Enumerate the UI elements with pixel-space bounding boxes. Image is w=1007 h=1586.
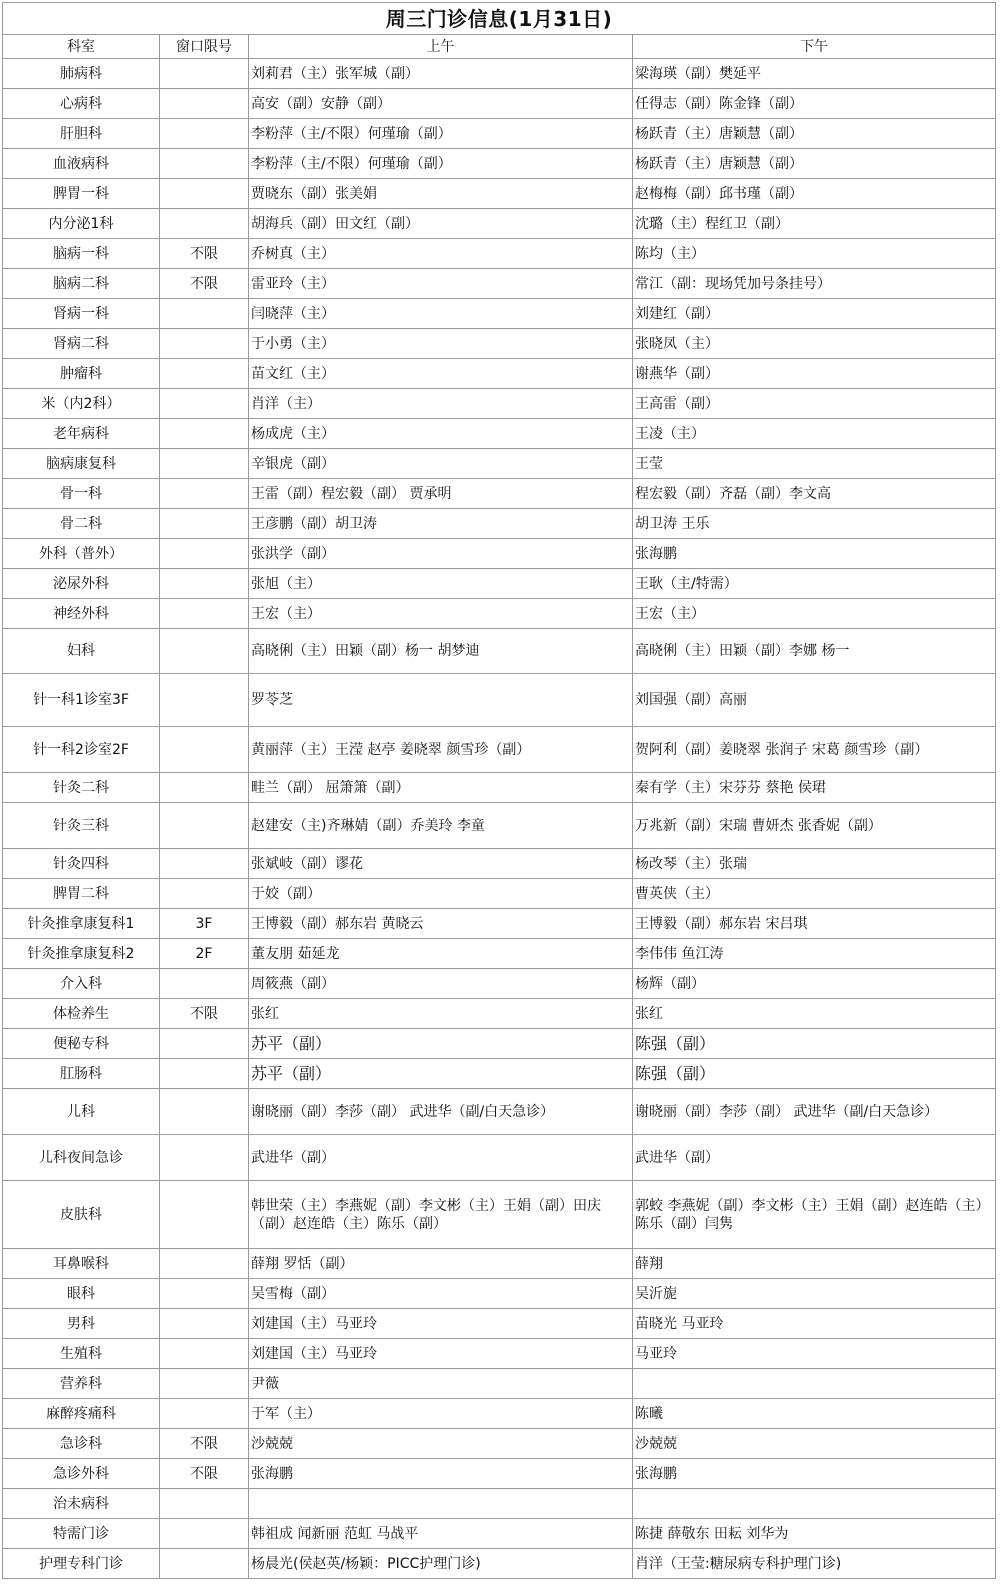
window-limit-cell: 不限 — [160, 1459, 249, 1489]
afternoon-cell: 张海鹏 — [633, 539, 996, 569]
dept-cell: 肺病科 — [3, 59, 160, 89]
table-row — [3, 1135, 996, 1181]
afternoon-cell: 李伟伟 鱼江涛 — [633, 939, 996, 969]
afternoon-cell: 杨改琴（主）张瑞 — [633, 849, 996, 879]
window-limit-cell — [160, 1181, 249, 1249]
morning-cell: 杨晨光(侯赵英/杨颖：PICC护理门诊) — [249, 1549, 633, 1579]
table-row — [3, 59, 996, 89]
morning-cell: 张海鹏 — [249, 1459, 633, 1489]
table-row — [3, 674, 996, 727]
afternoon-cell: 郭蛟 李燕妮（副）李文彬（主）王娟（副）赵连皓（主）陈乐（副）闫隽 — [633, 1181, 996, 1249]
dept-cell: 外科（普外） — [3, 539, 160, 569]
afternoon-cell — [633, 1489, 996, 1519]
afternoon-cell: 肖洋（王莹:糖尿病专科护理门诊) — [633, 1549, 996, 1579]
column-header-window-limit: 窗口限号 — [160, 35, 249, 59]
afternoon-cell: 高晓俐（主）田颖（副）李娜 杨一 — [633, 629, 996, 674]
table-row — [3, 119, 996, 149]
window-limit-cell — [160, 149, 249, 179]
morning-cell: 李粉萍（主/不限）何瑾瑜（副） — [249, 119, 633, 149]
morning-cell: 董友朋 茹延龙 — [249, 939, 633, 969]
morning-cell: 苗文红（主） — [249, 359, 633, 389]
table-row — [3, 209, 996, 239]
table-row — [3, 239, 996, 269]
table-row — [3, 1279, 996, 1309]
table-row — [3, 149, 996, 179]
morning-cell: 沙兢兢 — [249, 1429, 633, 1459]
window-limit-cell — [160, 1089, 249, 1135]
table-row — [3, 1089, 996, 1135]
afternoon-cell: 王高雷（副） — [633, 389, 996, 419]
window-limit-cell — [160, 674, 249, 727]
table-row — [3, 269, 996, 299]
column-header-morning: 上午 — [249, 35, 633, 59]
dept-cell: 耳鼻喉科 — [3, 1249, 160, 1279]
table-row — [3, 1339, 996, 1369]
table-row — [3, 179, 996, 209]
dept-cell: 针灸推拿康复科1 — [3, 909, 160, 939]
afternoon-cell: 沈璐（主）程红卫（副） — [633, 209, 996, 239]
morning-cell: 刘建国（主）马亚玲 — [249, 1309, 633, 1339]
dept-cell: 针一科1诊室3F — [3, 674, 160, 727]
window-limit-cell — [160, 389, 249, 419]
morning-cell: 刘莉君（主）张军城（副） — [249, 59, 633, 89]
window-limit-cell — [160, 179, 249, 209]
table-row — [3, 1181, 996, 1249]
afternoon-cell: 吴沂旎 — [633, 1279, 996, 1309]
table-row — [3, 879, 996, 909]
table-row — [3, 1549, 996, 1579]
afternoon-cell: 张海鹏 — [633, 1459, 996, 1489]
schedule-sheet — [2, 2, 1005, 1579]
window-limit-cell: 不限 — [160, 269, 249, 299]
table-row — [3, 509, 996, 539]
table-row — [3, 1369, 996, 1399]
window-limit-cell — [160, 969, 249, 999]
afternoon-cell: 王耿（主/特需） — [633, 569, 996, 599]
morning-cell: 张洪学（副） — [249, 539, 633, 569]
window-limit-cell: 不限 — [160, 239, 249, 269]
dept-cell: 介入科 — [3, 969, 160, 999]
afternoon-cell: 杨跃青（主）唐颖慧（副） — [633, 119, 996, 149]
window-limit-cell — [160, 803, 249, 849]
page-title: 周三门诊信息(1月31日) — [3, 3, 996, 35]
window-limit-cell — [160, 1399, 249, 1429]
dept-cell: 眼科 — [3, 1279, 160, 1309]
table-row — [3, 329, 996, 359]
morning-cell: 王宏（主） — [249, 599, 633, 629]
morning-cell — [249, 1489, 633, 1519]
morning-cell: 杨成虎（主） — [249, 419, 633, 449]
dept-cell: 心病科 — [3, 89, 160, 119]
morning-cell: 黄丽萍（主）王滢 赵亭 姜晓翠 颜雪珍（副） — [249, 727, 633, 773]
afternoon-cell: 曹英侠（主） — [633, 879, 996, 909]
window-limit-cell — [160, 299, 249, 329]
window-limit-cell — [160, 1339, 249, 1369]
window-limit-cell — [160, 599, 249, 629]
afternoon-cell: 刘建红（副） — [633, 299, 996, 329]
afternoon-cell — [633, 1369, 996, 1399]
afternoon-cell: 陈捷 薛敬东 田耘 刘华为 — [633, 1519, 996, 1549]
morning-cell: 于军（主） — [249, 1399, 633, 1429]
window-limit-cell: 2F — [160, 939, 249, 969]
dept-cell: 泌尿外科 — [3, 569, 160, 599]
table-row — [3, 389, 996, 419]
table-row — [3, 629, 996, 674]
window-limit-cell — [160, 1309, 249, 1339]
afternoon-cell: 刘国强（副）高丽 — [633, 674, 996, 727]
afternoon-cell: 杨跃青（主）唐颖慧（副） — [633, 149, 996, 179]
window-limit-cell — [160, 59, 249, 89]
afternoon-cell: 马亚玲 — [633, 1339, 996, 1369]
afternoon-cell: 梁海瑛（副）樊延平 — [633, 59, 996, 89]
morning-cell: 闫晓萍（主） — [249, 299, 633, 329]
window-limit-cell — [160, 569, 249, 599]
window-limit-cell — [160, 1249, 249, 1279]
morning-cell: 胡海兵（副）田文红（副） — [249, 209, 633, 239]
morning-cell: 高安（副）安静（副） — [249, 89, 633, 119]
window-limit-cell — [160, 1519, 249, 1549]
afternoon-cell: 王博毅（副）郝东岩 宋吕琪 — [633, 909, 996, 939]
dept-cell: 针灸二科 — [3, 773, 160, 803]
afternoon-cell: 陈均（主） — [633, 239, 996, 269]
dept-cell: 肛肠科 — [3, 1059, 160, 1089]
table-row — [3, 773, 996, 803]
window-limit-cell — [160, 119, 249, 149]
afternoon-cell: 杨辉（副） — [633, 969, 996, 999]
afternoon-cell: 武进华（副） — [633, 1135, 996, 1181]
dept-cell: 麻醉疼痛科 — [3, 1399, 160, 1429]
afternoon-cell: 张红 — [633, 999, 996, 1029]
table-row — [3, 803, 996, 849]
header-row — [3, 35, 996, 59]
dept-cell: 男科 — [3, 1309, 160, 1339]
morning-cell: 苏平（副） — [249, 1029, 633, 1059]
table-row — [3, 449, 996, 479]
afternoon-cell: 常江（副：现场凭加号条挂号） — [633, 269, 996, 299]
table-row — [3, 479, 996, 509]
morning-cell: 张斌岐（副）谬花 — [249, 849, 633, 879]
table-row — [3, 1399, 996, 1429]
table-row — [3, 727, 996, 773]
dept-cell: 急诊科 — [3, 1429, 160, 1459]
dept-cell: 肾病二科 — [3, 329, 160, 359]
afternoon-cell: 王莹 — [633, 449, 996, 479]
afternoon-cell: 任得志（副）陈金锋（副） — [633, 89, 996, 119]
afternoon-cell: 贺阿利（副）姜晓翠 张润子 宋葛 颜雪珍（副） — [633, 727, 996, 773]
table-row — [3, 1059, 996, 1089]
morning-cell: 苏平（副） — [249, 1059, 633, 1089]
window-limit-cell — [160, 539, 249, 569]
table-row — [3, 849, 996, 879]
dept-cell: 骨二科 — [3, 509, 160, 539]
window-limit-cell: 3F — [160, 909, 249, 939]
dept-cell: 针灸四科 — [3, 849, 160, 879]
morning-cell: 刘建国（主）马亚玲 — [249, 1339, 633, 1369]
window-limit-cell — [160, 359, 249, 389]
morning-cell: 王博毅（副）郝东岩 黄晓云 — [249, 909, 633, 939]
morning-cell: 雷亚玲（主） — [249, 269, 633, 299]
afternoon-cell: 赵梅梅（副）邱书瑾（副） — [633, 179, 996, 209]
window-limit-cell: 不限 — [160, 1429, 249, 1459]
afternoon-cell: 程宏毅（副）齐磊（副）李文高 — [633, 479, 996, 509]
table-row — [3, 909, 996, 939]
schedule-table — [2, 2, 996, 1579]
window-limit-cell — [160, 329, 249, 359]
table-row — [3, 359, 996, 389]
dept-cell: 皮肤科 — [3, 1181, 160, 1249]
dept-cell: 妇科 — [3, 629, 160, 674]
table-row — [3, 1489, 996, 1519]
afternoon-cell: 薛翔 — [633, 1249, 996, 1279]
afternoon-cell: 万兆新（副）宋瑞 曹妍杰 张香妮（副） — [633, 803, 996, 849]
dept-cell: 神经外科 — [3, 599, 160, 629]
table-row — [3, 569, 996, 599]
morning-cell: 于小勇（主） — [249, 329, 633, 359]
dept-cell: 脑病二科 — [3, 269, 160, 299]
window-limit-cell — [160, 849, 249, 879]
morning-cell: 尹薇 — [249, 1369, 633, 1399]
morning-cell: 薛翔 罗恬（副） — [249, 1249, 633, 1279]
dept-cell: 急诊外科 — [3, 1459, 160, 1489]
dept-cell: 骨一科 — [3, 479, 160, 509]
afternoon-cell: 谢晓丽（副）李莎（副） 武进华（副/白天急诊） — [633, 1089, 996, 1135]
morning-cell: 韩祖成 闻新丽 范虹 马战平 — [249, 1519, 633, 1549]
morning-cell: 赵建安（主)齐琳婧（副）乔美玲 李童 — [249, 803, 633, 849]
column-header-dept: 科室 — [3, 35, 160, 59]
window-limit-cell — [160, 1059, 249, 1089]
window-limit-cell — [160, 1135, 249, 1181]
morning-cell: 肖洋（主） — [249, 389, 633, 419]
table-row — [3, 1459, 996, 1489]
table-row — [3, 1309, 996, 1339]
afternoon-cell: 胡卫涛 王乐 — [633, 509, 996, 539]
dept-cell: 肿瘤科 — [3, 359, 160, 389]
dept-cell: 肝胆科 — [3, 119, 160, 149]
table-row — [3, 969, 996, 999]
table-row — [3, 1029, 996, 1059]
dept-cell: 体检养生 — [3, 999, 160, 1029]
dept-cell: 针灸三科 — [3, 803, 160, 849]
window-limit-cell — [160, 1369, 249, 1399]
table-row — [3, 1249, 996, 1279]
afternoon-cell: 陈强（副） — [633, 1059, 996, 1089]
window-limit-cell — [160, 727, 249, 773]
morning-cell: 谢晓丽（副）李莎（副） 武进华（副/白天急诊） — [249, 1089, 633, 1135]
table-row — [3, 539, 996, 569]
table-row — [3, 999, 996, 1029]
table-row — [3, 89, 996, 119]
dept-cell: 儿科夜间急诊 — [3, 1135, 160, 1181]
window-limit-cell — [160, 89, 249, 119]
afternoon-cell: 陈曦 — [633, 1399, 996, 1429]
window-limit-cell — [160, 773, 249, 803]
afternoon-cell: 苗晓光 马亚玲 — [633, 1309, 996, 1339]
morning-cell: 王雷（副）程宏毅（副） 贾承明 — [249, 479, 633, 509]
morning-cell: 畦兰（副） 屈箫箫（副） — [249, 773, 633, 803]
window-limit-cell — [160, 879, 249, 909]
dept-cell: 老年病科 — [3, 419, 160, 449]
window-limit-cell — [160, 1029, 249, 1059]
morning-cell: 乔树真（主） — [249, 239, 633, 269]
dept-cell: 特需门诊 — [3, 1519, 160, 1549]
dept-cell: 便秘专科 — [3, 1029, 160, 1059]
table-row — [3, 419, 996, 449]
dept-cell: 营养科 — [3, 1369, 160, 1399]
morning-cell: 韩世荣（主）李燕妮（副）李文彬（主）王娟（副）田庆（副）赵连皓（主）陈乐（副） — [249, 1181, 633, 1249]
dept-cell: 儿科 — [3, 1089, 160, 1135]
table-row — [3, 599, 996, 629]
dept-cell: 治未病科 — [3, 1489, 160, 1519]
dept-cell: 肾病一科 — [3, 299, 160, 329]
afternoon-cell: 王宏（主） — [633, 599, 996, 629]
dept-cell: 脑病康复科 — [3, 449, 160, 479]
window-limit-cell — [160, 1489, 249, 1519]
morning-cell: 武进华（副） — [249, 1135, 633, 1181]
morning-cell: 周筱燕（副） — [249, 969, 633, 999]
dept-cell: 护理专科门诊 — [3, 1549, 160, 1579]
window-limit-cell — [160, 419, 249, 449]
morning-cell: 王彦鹏（副）胡卫涛 — [249, 509, 633, 539]
window-limit-cell: 不限 — [160, 999, 249, 1029]
dept-cell: 脾胃二科 — [3, 879, 160, 909]
morning-cell: 张旭（主） — [249, 569, 633, 599]
dept-cell: 针灸推拿康复科2 — [3, 939, 160, 969]
table-row — [3, 1429, 996, 1459]
window-limit-cell — [160, 1279, 249, 1309]
window-limit-cell — [160, 209, 249, 239]
morning-cell: 李粉萍（主/不限）何瑾瑜（副） — [249, 149, 633, 179]
dept-cell: 脑病一科 — [3, 239, 160, 269]
morning-cell: 高晓俐（主）田颖（副）杨一 胡梦迪 — [249, 629, 633, 674]
window-limit-cell — [160, 449, 249, 479]
morning-cell: 吴雪梅（副） — [249, 1279, 633, 1309]
afternoon-cell: 秦有学（主）宋芬芬 蔡艳 侯珺 — [633, 773, 996, 803]
morning-cell: 张红 — [249, 999, 633, 1029]
dept-cell: 生殖科 — [3, 1339, 160, 1369]
dept-cell: 血液病科 — [3, 149, 160, 179]
morning-cell: 贾晓东（副）张美娟 — [249, 179, 633, 209]
table-row — [3, 939, 996, 969]
dept-cell: 脾胃一科 — [3, 179, 160, 209]
dept-cell: 内分泌1科 — [3, 209, 160, 239]
afternoon-cell: 王凌（主） — [633, 419, 996, 449]
afternoon-cell: 陈强（副） — [633, 1029, 996, 1059]
dept-cell: 米（内2科） — [3, 389, 160, 419]
window-limit-cell — [160, 509, 249, 539]
dept-cell: 针一科2诊室2F — [3, 727, 160, 773]
window-limit-cell — [160, 629, 249, 674]
afternoon-cell: 谢燕华（副） — [633, 359, 996, 389]
table-row — [3, 1519, 996, 1549]
column-header-afternoon: 下午 — [633, 35, 996, 59]
window-limit-cell — [160, 1549, 249, 1579]
morning-cell: 辛银虎（副） — [249, 449, 633, 479]
table-row — [3, 299, 996, 329]
afternoon-cell: 张晓凤（主） — [633, 329, 996, 359]
afternoon-cell: 沙兢兢 — [633, 1429, 996, 1459]
window-limit-cell — [160, 479, 249, 509]
morning-cell: 罗苓芝 — [249, 674, 633, 727]
morning-cell: 于姣（副） — [249, 879, 633, 909]
